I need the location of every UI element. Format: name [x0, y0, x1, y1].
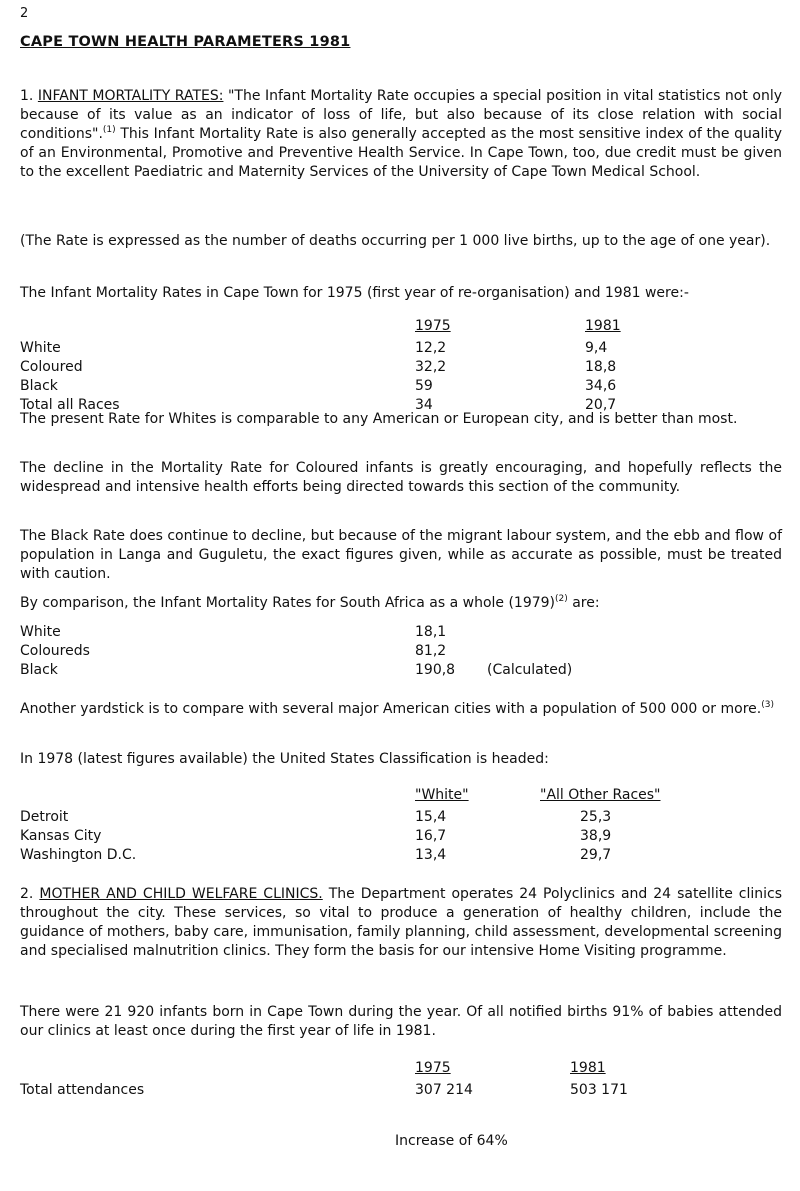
rates-intro: The Infant Mortality Rates in Cape Town for 1975 (first year of re-organisation) and 1981 were:-	[20, 285, 689, 301]
column-header: 1981	[570, 1059, 606, 1076]
table-row: Black 59 34,6	[20, 378, 617, 394]
section-number: 2.	[20, 886, 34, 902]
page-header: CAPE TOWN HEALTH PARAMETERS 1981	[20, 34, 351, 50]
table-row: White 18,1	[20, 624, 447, 640]
us-cities-rates-table	[20, 782, 661, 865]
table-row: Total all Races 34 20,7	[20, 397, 617, 413]
births-attendance: There were 21 920 infants born in Cape Town during the year. Of all notified births 91% of babies attended our clinics at least once during the first year of life in 1981.	[20, 1004, 782, 1039]
column-header: 1981	[585, 317, 621, 334]
south-africa-rates-table	[20, 623, 572, 680]
section-title: INFANT MORTALITY RATES:	[37, 88, 224, 104]
increase-note: Increase of 64%	[395, 1133, 508, 1149]
footnote-ref: (3)	[761, 700, 774, 710]
cape-town-rates-table	[20, 313, 621, 415]
page-number: 2	[20, 6, 29, 21]
table-row: Total attendances 307 214 503 171	[20, 1082, 628, 1098]
table-row: Washington D.C. 13,4 29,7	[20, 847, 612, 863]
table-row: Detroit 15,4 25,3	[20, 809, 612, 825]
clinics-section: 2. MOTHER AND CHILD WELFARE CLINICS. The Department operates 24 Polyclinics and 24 satellite clinics throughout the city. These services, so vital to produce a generation of healthy children, include the guidance of mothers, baby care, immunisation, family planning, child assessment, developmental screening and specialised malnutrition clinics. They form the basis for our intensive Home Visiting programme.	[20, 886, 783, 959]
section-title: MOTHER AND CHILD WELFARE CLINICS.	[39, 886, 323, 902]
column-header: 1975	[415, 1059, 451, 1076]
american-cities-intro: Another yardstick is to compare with several major American cities with a population of 500 000 or more.$^{(3)}$	[20, 700, 774, 717]
column-header: "White"	[415, 786, 469, 803]
table-row: White 12,2 9,4	[20, 340, 608, 356]
table-row: Coloured 32,2 18,8	[20, 359, 617, 375]
us-classification-intro: In 1978 (latest figures available) the United States Classification is headed:	[20, 751, 549, 767]
attendance-table	[20, 1055, 628, 1100]
table-row: Black 190,8 (Calculated)	[20, 662, 573, 678]
coloured-rate-comment: The decline in the Mortality Rate for Coloured infants is greatly encouraging, and hopefully reflects the widespread and intensive health efforts being directed towards this section of the community.	[20, 460, 782, 495]
white-rate-comment: The present Rate for Whites is comparable to any American or European city, and is better than most.	[20, 411, 738, 427]
footnote-ref: (2)	[555, 594, 568, 604]
section-number: 1.	[20, 88, 34, 104]
footnote-ref: (1)	[102, 125, 116, 135]
black-rate-comment: The Black Rate does continue to decline, but because of the migrant labour system, and the ebb and flow of population in Langa and Guguletu, the exact figures given, while as accurate as possible, must be treated with caution.	[20, 528, 782, 582]
column-header: 1975	[415, 317, 451, 334]
infant-mortality-intro: 1. INFANT MORTALITY RATES: "The Infant Mortality Rate occupies a special position in vital statistics not only because of its value as an indicator of loss of life, but also because of its close relation with social conditions".$^{(1)}$ This Infant Mortality Rate is also generally accepted as the most sensitive index of the quality of an Environmental, Promotive and Preventive Health Service. In Cape Town, too, due credit must be given to the excellent Paediatric and Maternity Services of the University of Cape Town Medical School.	[20, 88, 783, 180]
rate-definition: (The Rate is expressed as the number of deaths occurring per 1 000 live births, up to the age of one year).	[20, 233, 771, 249]
column-header: "All Other Races"	[540, 786, 661, 803]
table-row: Coloureds 81,2	[20, 643, 447, 659]
table-row: Kansas City 16,7 38,9	[20, 828, 612, 844]
south-africa-intro: By comparison, the Infant Mortality Rates for South Africa as a whole $(1979)^{(2)}$ are:	[20, 594, 600, 611]
